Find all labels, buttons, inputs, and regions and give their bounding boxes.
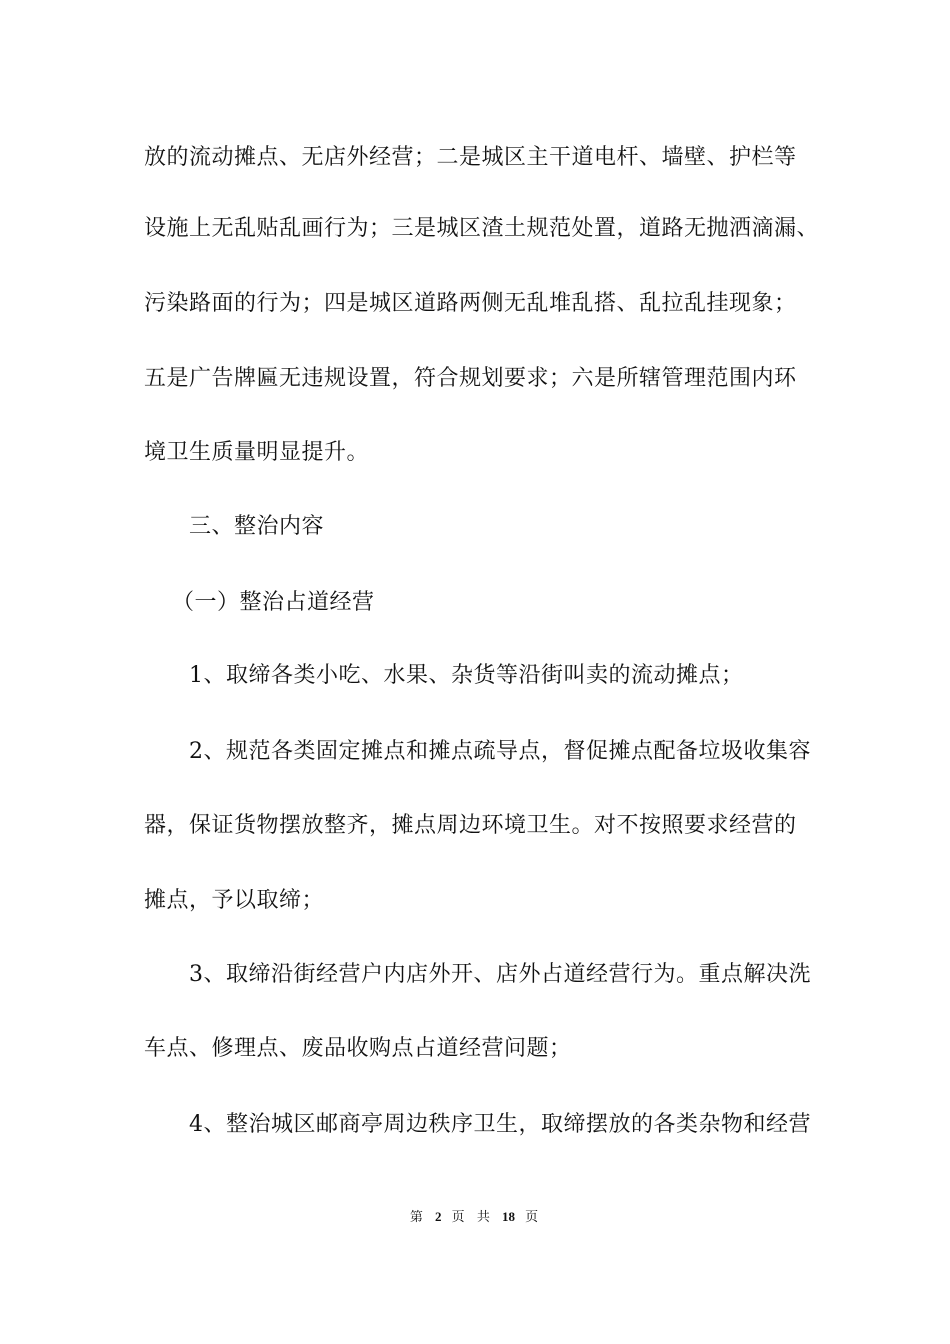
footer-suffix: 页 [525, 1210, 541, 1225]
body-text-line: 五是广告牌匾无违规设置，符合规划要求；六是所辖管理范围内环 [144, 366, 797, 391]
footer-total-pages: 18 [501, 1209, 515, 1224]
list-item-line: 摊点，予以取缔； [144, 888, 325, 913]
body-text-line: 境卫生质量明显提升。 [144, 440, 370, 465]
body-text-line: 设施上无乱贴乱画行为；三是城区渣土规范处置，道路无抛洒滴漏、 [144, 216, 820, 241]
list-item-line: 3、取缔沿街经营户内店外开、店外占道经营行为。重点解决洗 [189, 962, 811, 987]
body-text-line: 放的流动摊点、无店外经营；二是城区主干道电杆、墙壁、护栏等 [144, 145, 797, 170]
list-item-line: 2、规范各类固定摊点和摊点疏导点，督促摊点配备垃圾收集容 [189, 739, 811, 764]
footer-prefix: 第 [409, 1210, 425, 1225]
footer-page-word: 页 [451, 1210, 467, 1225]
footer-total-word: 共 [476, 1210, 492, 1225]
body-text-line: 污染路面的行为；四是城区道路两侧无乱堆乱搭、乱拉乱挂现象； [144, 291, 797, 316]
section-heading: 三、整治内容 [189, 514, 325, 539]
list-item-line: 车点、修理点、废品收购点占道经营问题； [144, 1036, 572, 1061]
list-item-line: 器，保证货物摆放整齐，摊点周边环境卫生。对不按照要求经营的 [144, 813, 797, 838]
footer-page-number: 2 [435, 1209, 442, 1224]
list-item-line: 1、取缔各类小吃、水果、杂货等沿街叫卖的流动摊点； [189, 663, 744, 688]
subsection-heading: （一）整治占道经营 [172, 590, 375, 615]
list-item-line: 4、整治城区邮商亭周边秩序卫生，取缔摆放的各类杂物和经营 [189, 1112, 811, 1137]
page-footer [0, 1208, 950, 1227]
